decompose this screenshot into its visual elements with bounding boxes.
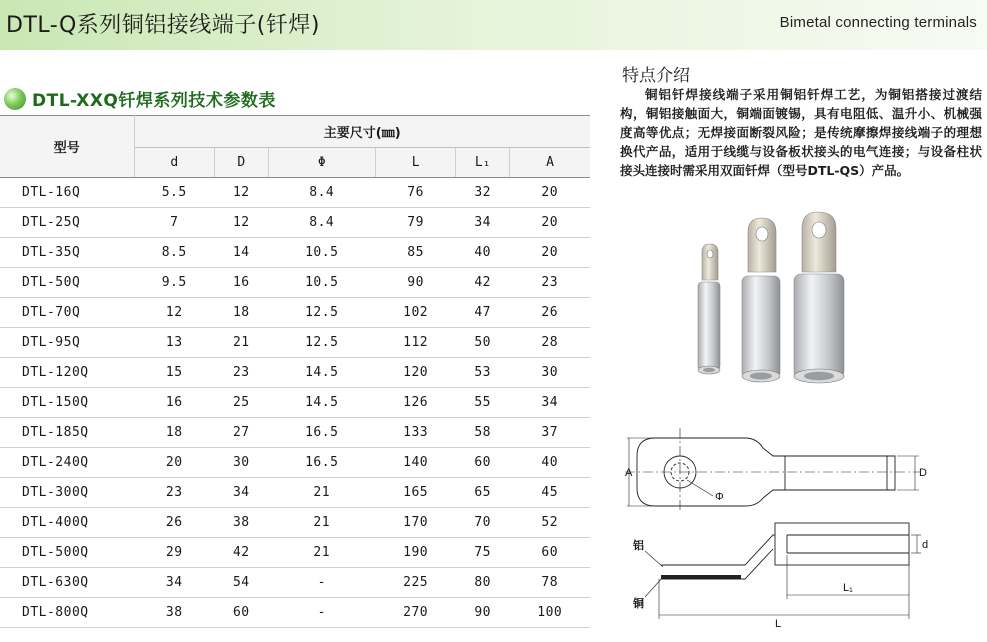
value-cell: 26 xyxy=(134,508,214,538)
value-cell: 34 xyxy=(510,388,591,418)
table-row xyxy=(0,358,590,388)
model-cell: DTL-70Q xyxy=(0,298,134,328)
value-cell: 90 xyxy=(456,598,510,628)
value-cell: 20 xyxy=(510,238,591,268)
table-row xyxy=(0,178,590,208)
column-header: d xyxy=(134,148,214,178)
medium-terminal xyxy=(742,218,780,382)
value-cell: 112 xyxy=(375,328,455,358)
table-row xyxy=(0,208,590,238)
value-cell: 102 xyxy=(375,298,455,328)
value-cell: 50 xyxy=(456,328,510,358)
column-header: L₁ xyxy=(456,148,510,178)
dim-label-d-small: d xyxy=(922,539,929,551)
value-cell: 26 xyxy=(510,298,591,328)
features-text: 铜铝钎焊接线端子采用铜铝钎焊工艺，为铜铝搭接过渡结构，铜铝接触面大，铜端面镀锡，具有电阻低、温升小、机械强度高等优点；无焊接面断裂风险；是传统摩擦焊接线端子的理想换代产品，适用于线缆与设备板状接头的电气连接；与设备柱状接头连接时需采用双面钎焊（型号DTL-QS）产品。 xyxy=(620,87,982,178)
value-cell: 165 xyxy=(375,478,455,508)
value-cell: - xyxy=(268,598,375,628)
value-cell: 45 xyxy=(510,478,591,508)
model-cell: DTL-95Q xyxy=(0,328,134,358)
value-cell: 40 xyxy=(510,448,591,478)
model-cell: DTL-185Q xyxy=(0,418,134,448)
value-cell: 58 xyxy=(456,418,510,448)
value-cell: 23 xyxy=(134,478,214,508)
value-cell: 10.5 xyxy=(268,238,375,268)
table-row xyxy=(0,538,590,568)
large-terminal xyxy=(794,212,844,383)
value-cell: 21 xyxy=(268,508,375,538)
value-cell: 75 xyxy=(456,538,510,568)
side-view-drawing xyxy=(625,515,940,630)
dim-label-l: L xyxy=(775,618,782,630)
table-row xyxy=(0,508,590,538)
value-cell: 16.5 xyxy=(268,418,375,448)
value-cell: 38 xyxy=(214,508,268,538)
value-cell: 14.5 xyxy=(268,358,375,388)
model-cell: DTL-500Q xyxy=(0,538,134,568)
value-cell: 8.4 xyxy=(268,208,375,238)
value-cell: 21 xyxy=(214,328,268,358)
value-cell: 54 xyxy=(214,568,268,598)
value-cell: 34 xyxy=(456,208,510,238)
value-cell: 30 xyxy=(214,448,268,478)
model-cell: DTL-25Q xyxy=(0,208,134,238)
value-cell: 78 xyxy=(510,568,591,598)
copper-layer xyxy=(661,575,741,579)
value-cell: 10.5 xyxy=(268,268,375,298)
value-cell: 34 xyxy=(134,568,214,598)
value-cell: 12 xyxy=(214,208,268,238)
table-row xyxy=(0,598,590,628)
value-cell: 16.5 xyxy=(268,448,375,478)
value-cell: 18 xyxy=(214,298,268,328)
value-cell: 12 xyxy=(134,298,214,328)
table-row xyxy=(0,418,590,448)
value-cell: 12.5 xyxy=(268,328,375,358)
dim-label-phi: Φ xyxy=(715,491,724,503)
column-header: Φ xyxy=(268,148,375,178)
value-cell: 133 xyxy=(375,418,455,448)
value-cell: 7 xyxy=(134,208,214,238)
value-cell: 30 xyxy=(510,358,591,388)
model-cell: DTL-400Q xyxy=(0,508,134,538)
value-cell: 13 xyxy=(134,328,214,358)
table-row xyxy=(0,268,590,298)
value-cell: 27 xyxy=(214,418,268,448)
value-cell: 55 xyxy=(456,388,510,418)
value-cell: 5.5 xyxy=(134,178,214,208)
column-header: A xyxy=(510,148,591,178)
value-cell: 60 xyxy=(510,538,591,568)
table-row xyxy=(0,568,590,598)
value-cell: 15 xyxy=(134,358,214,388)
value-cell: 21 xyxy=(268,538,375,568)
value-cell: 40 xyxy=(456,238,510,268)
model-cell: DTL-630Q xyxy=(0,568,134,598)
model-cell: DTL-35Q xyxy=(0,238,134,268)
section-title: DTL-XXQ钎焊系列技术参数表 xyxy=(32,91,276,111)
value-cell: 18 xyxy=(134,418,214,448)
value-cell: 16 xyxy=(134,388,214,418)
model-cell: DTL-150Q xyxy=(0,388,134,418)
dim-label-a: A xyxy=(625,467,633,479)
column-header: D xyxy=(214,148,268,178)
value-cell: 29 xyxy=(134,538,214,568)
value-cell: 42 xyxy=(456,268,510,298)
value-cell: 270 xyxy=(375,598,455,628)
model-cell: DTL-50Q xyxy=(0,268,134,298)
value-cell: 38 xyxy=(134,598,214,628)
table-row xyxy=(0,388,590,418)
value-cell: 8.4 xyxy=(268,178,375,208)
page-subtitle: Bimetal connecting terminals xyxy=(779,14,977,31)
value-cell: 79 xyxy=(375,208,455,238)
value-cell: 23 xyxy=(214,358,268,388)
model-cell: DTL-300Q xyxy=(0,478,134,508)
table-row xyxy=(0,448,590,478)
value-cell: 65 xyxy=(456,478,510,508)
value-cell: 60 xyxy=(456,448,510,478)
header-bar xyxy=(0,0,987,50)
table-body xyxy=(0,178,590,628)
value-cell: 60 xyxy=(214,598,268,628)
value-cell: - xyxy=(268,568,375,598)
value-cell: 80 xyxy=(456,568,510,598)
value-cell: 20 xyxy=(510,208,591,238)
value-cell: 20 xyxy=(510,178,591,208)
label-aluminum: 铝 xyxy=(633,539,644,552)
value-cell: 34 xyxy=(214,478,268,508)
value-cell: 190 xyxy=(375,538,455,568)
value-cell: 140 xyxy=(375,448,455,478)
value-cell: 25 xyxy=(214,388,268,418)
dim-label-l1: L₁ xyxy=(843,582,853,594)
value-cell: 28 xyxy=(510,328,591,358)
value-cell: 23 xyxy=(510,268,591,298)
value-cell: 12.5 xyxy=(268,298,375,328)
page-title: DTL-Q系列铜铝接线端子(钎焊) xyxy=(6,13,320,38)
spec-table xyxy=(0,115,590,628)
value-cell: 12 xyxy=(214,178,268,208)
value-cell: 21 xyxy=(268,478,375,508)
value-cell: 32 xyxy=(456,178,510,208)
value-cell: 85 xyxy=(375,238,455,268)
green-bullet-icon xyxy=(4,88,26,110)
value-cell: 8.5 xyxy=(134,238,214,268)
value-cell: 14.5 xyxy=(268,388,375,418)
value-cell: 120 xyxy=(375,358,455,388)
model-cell: DTL-120Q xyxy=(0,358,134,388)
table-row xyxy=(0,478,590,508)
features-title: 特点介绍 xyxy=(622,66,690,86)
value-cell: 53 xyxy=(456,358,510,388)
value-cell: 126 xyxy=(375,388,455,418)
value-cell: 16 xyxy=(214,268,268,298)
table-row xyxy=(0,238,590,268)
model-cell: DTL-240Q xyxy=(0,448,134,478)
value-cell: 70 xyxy=(456,508,510,538)
top-view-drawing xyxy=(625,420,940,510)
value-cell: 14 xyxy=(214,238,268,268)
value-cell: 9.5 xyxy=(134,268,214,298)
value-cell: 20 xyxy=(134,448,214,478)
value-cell: 37 xyxy=(510,418,591,448)
value-cell: 42 xyxy=(214,538,268,568)
model-cell: DTL-16Q xyxy=(0,178,134,208)
table-row xyxy=(0,328,590,358)
value-cell: 100 xyxy=(510,598,591,628)
value-cell: 170 xyxy=(375,508,455,538)
value-cell: 225 xyxy=(375,568,455,598)
value-cell: 90 xyxy=(375,268,455,298)
main-dimensions-header: 主要尺寸(㎜) xyxy=(134,116,590,148)
value-cell: 47 xyxy=(456,298,510,328)
model-cell: DTL-800Q xyxy=(0,598,134,628)
value-cell: 76 xyxy=(375,178,455,208)
dim-label-d-big: D xyxy=(919,467,927,479)
model-column-header: 型号 xyxy=(0,116,134,178)
small-terminal xyxy=(698,244,720,374)
label-copper: 铜 xyxy=(633,597,644,610)
value-cell: 52 xyxy=(510,508,591,538)
product-photo xyxy=(680,210,870,385)
table-row xyxy=(0,298,590,328)
column-header: L xyxy=(375,148,455,178)
